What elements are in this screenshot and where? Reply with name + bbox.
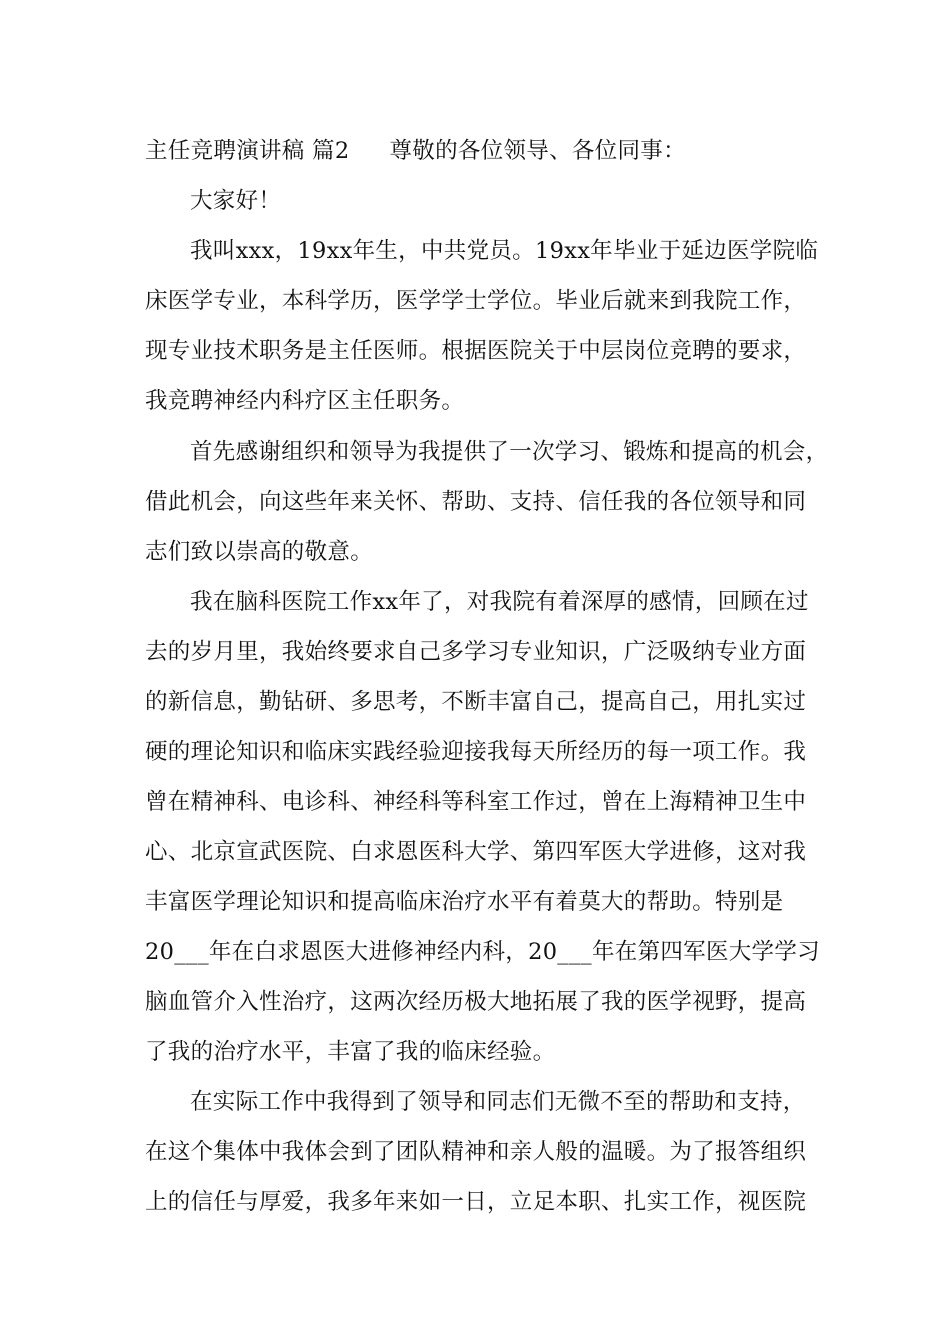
paragraph-line: 的新信息，勤钻研、多思考，不断丰富自己，提高自己，用扎实过 [145,689,807,715]
paragraph-line: 了我的治疗水平，丰富了我的临床经验。 [145,1039,556,1065]
paragraph-line: 志们致以崇高的敬意。 [145,539,374,565]
paragraph-line: 脑血管介入性治疗，这两次经历极大地拓展了我的医学视野，提高 [145,989,807,1015]
paragraph-line: 丰富医学理论知识和提高临床治疗水平有着莫大的帮助。特别是 [145,889,784,915]
salutation: 尊敬的各位领导、各位同事： [389,138,686,164]
paragraph-line: 现专业技术职务是主任医师。根据医院关于中层岗位竞聘的要求， [145,338,807,364]
paragraph-line: 20___年在白求恩医大进修神经内科，20___年在第四军医大学学习 [145,939,820,965]
greeting-line: 大家好！ [190,188,282,214]
paragraph-line: 我在脑科医院工作xx年了，对我院有着深厚的感情，回顾在过 [190,589,809,615]
paragraph-line: 曾在精神科、电诊科、神经科等科室工作过，曾在上海精神卫生中 [145,789,807,815]
paragraph-line: 硬的理论知识和临床实践经验迎接我每天所经历的每一项工作。我 [145,739,807,765]
paragraph-line: 上的信任与厚爱，我多年来如一日，立足本职、扎实工作，视医院 [145,1189,807,1215]
paragraph-line: 在这个集体中我体会到了团队精神和亲人般的温暖。为了报答组织 [145,1139,807,1165]
paragraph-line: 首先感谢组织和领导为我提供了一次学习、锻炼和提高的机会， [190,439,829,465]
document-title: 主任竞聘演讲稿 篇2 [145,138,350,164]
paragraph-line: 床医学专业，本科学历，医学学士学位。毕业后就来到我院工作， [145,288,807,314]
paragraph-line: 借此机会，向这些年来关怀、帮助、支持、信任我的各位领导和同 [145,489,807,515]
paragraph-line: 去的岁月里，我始终要求自己多学习专业知识，广泛吸纳专业方面 [145,639,807,665]
paragraph-line: 心、北京宣武医院、白求恩医科大学、第四军医大学进修，这对我 [145,839,807,865]
paragraph-line: 我竞聘神经内科疗区主任职务。 [145,388,465,414]
heading-line [145,136,825,166]
paragraph-line: 在实际工作中我得到了领导和同志们无微不至的帮助和支持， [190,1089,806,1115]
paragraph-line: 我叫xxx，19xx年生，中共党员。19xx年毕业于延边医学院临 [190,238,819,264]
